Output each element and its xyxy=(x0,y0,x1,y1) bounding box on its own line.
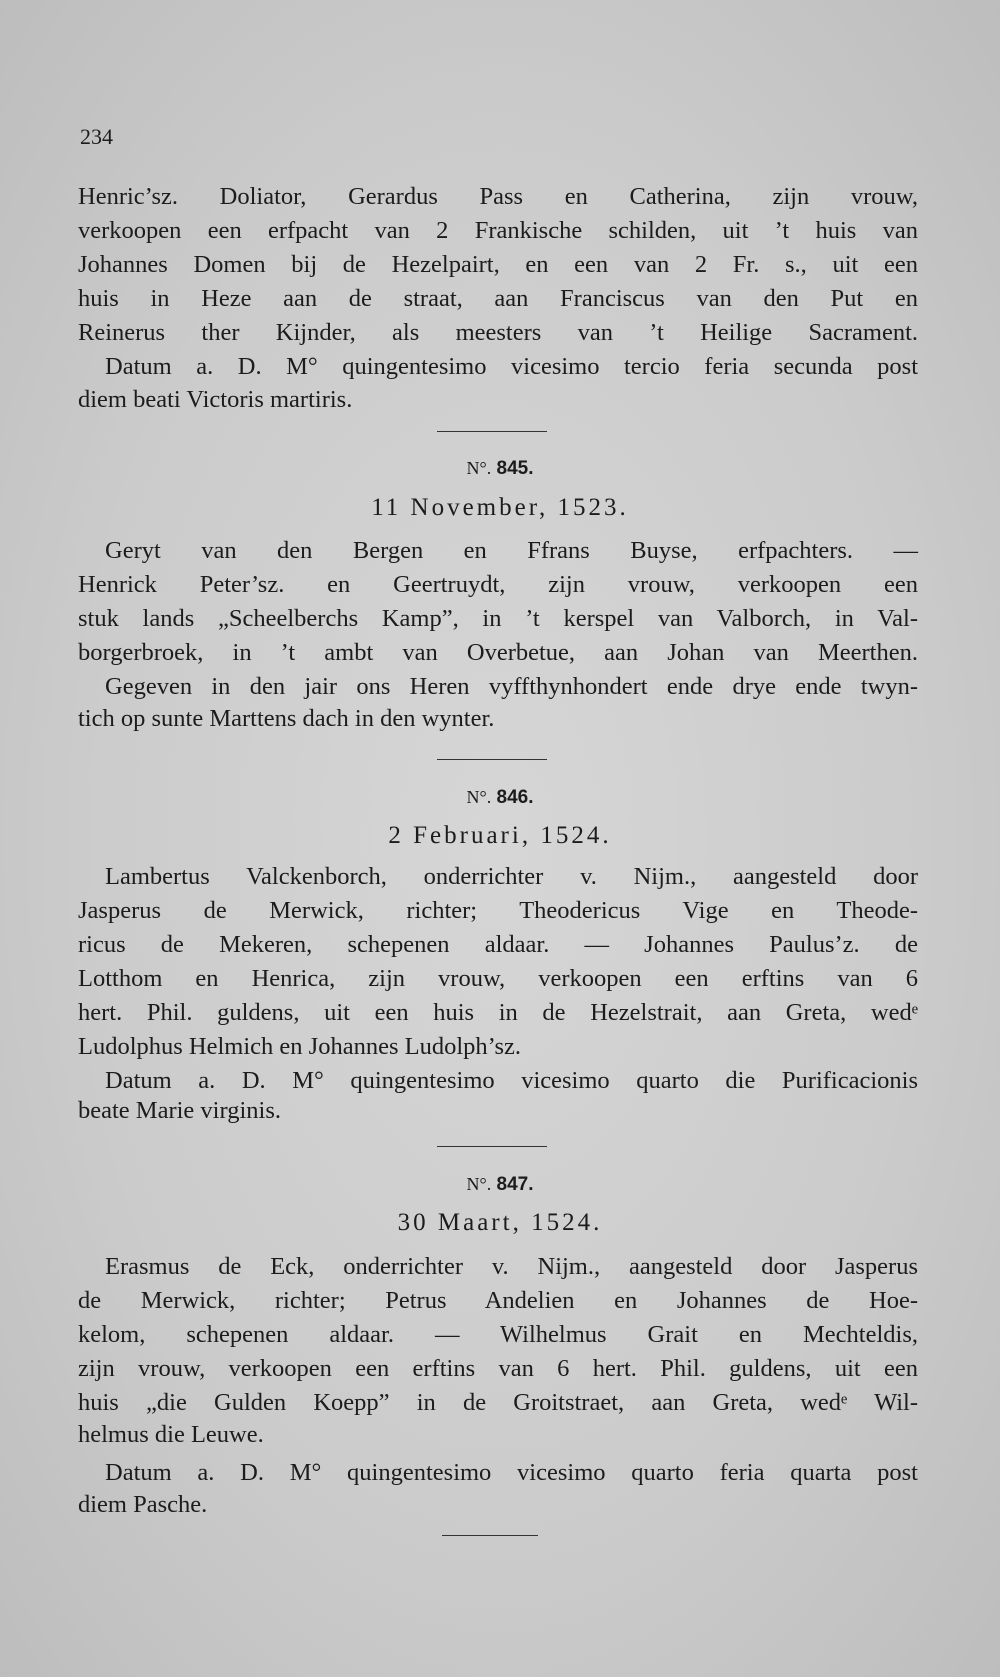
page-number: 234 xyxy=(80,124,113,149)
text-line: Datum a. D. M° quingentesimo vicesimo quarto feria quarta post xyxy=(105,1459,918,1486)
entry-number xyxy=(0,1174,1000,1196)
text-line: kelom, schepenen aldaar. — Wilhelmus Grait en Mechteldis, xyxy=(78,1321,918,1348)
entry-date: 2 Februari, 1524. xyxy=(388,822,612,849)
text-line: Erasmus de Eck, onderrichter v. Nijm., aangesteld door Jasperus xyxy=(105,1253,918,1280)
text-line: Lambertus Valckenborch, onderrichter v. Nijm., aangesteld door xyxy=(105,863,918,890)
text-line: Henrick Peter’sz. en Geertruydt, zijn vrouw, verkoopen een xyxy=(78,571,918,598)
text-line: beate Marie virginis. xyxy=(78,1097,281,1124)
text-line: Henric’sz. Doliator, Gerardus Pass en Catherina, zijn vrouw, xyxy=(78,183,918,210)
text-line: Jasperus de Merwick, richter; Theodericus Vige en Theode- xyxy=(78,897,918,924)
section-divider xyxy=(437,759,547,760)
text-line: Ludolphus Helmich en Johannes Ludolph’sz. xyxy=(78,1033,521,1060)
entry-date: 30 Maart, 1524. xyxy=(397,1209,603,1236)
text-line: verkoopen een erfpacht van 2 Frankische schilden, uit ’t huis van xyxy=(78,217,918,244)
text-line: diem Pasche. xyxy=(78,1491,208,1518)
text-line: borgerbroek, in ’t ambt van Overbetue, aan Johan van Meerthen. xyxy=(78,639,918,666)
entry-number-label: N°. xyxy=(466,458,492,478)
text-line: hert. Phil. guldens, uit een huis in de Hezelstrait, aan Greta, wedᵉ xyxy=(78,999,918,1026)
section-divider xyxy=(437,1146,547,1147)
text-line: Johannes Domen bij de Hezelpairt, en een van 2 Fr. s., uit een xyxy=(78,251,918,278)
text-line: helmus die Leuwe. xyxy=(78,1421,264,1448)
text-line: Lotthom en Henrica, zijn vrouw, verkoopen een erftins van 6 xyxy=(78,965,918,992)
text-line: zijn vrouw, verkoopen een erftins van 6 hert. Phil. guldens, uit een xyxy=(78,1355,918,1382)
text-line: de Merwick, richter; Petrus Andelien en Johannes de Hoe- xyxy=(78,1287,918,1314)
entry-number-value: 846. xyxy=(496,787,534,808)
end-divider xyxy=(442,1535,538,1536)
entry-number xyxy=(0,787,1000,809)
text-line: tich op sunte Marttens dach in den wynter. xyxy=(78,705,495,732)
entry-date: 11 November, 1523. xyxy=(371,494,629,521)
entry-number xyxy=(0,458,1000,480)
text-line: Datum a. D. M° quingentesimo vicesimo tercio feria secunda post xyxy=(105,353,918,380)
text-line: Reinerus ther Kijnder, als meesters van ’t Heilige Sacrament. xyxy=(78,319,918,346)
text-line: diem beati Victoris martiris. xyxy=(78,386,353,413)
text-line: Datum a. D. M° quingentesimo vicesimo quarto die Purificacionis xyxy=(105,1067,918,1094)
text-line: Geryt van den Bergen en Ffrans Buyse, erfpachters. — xyxy=(105,537,918,564)
section-divider xyxy=(437,431,547,432)
entry-number-value: 845. xyxy=(496,458,534,479)
text-line: stuk lands „Scheelberchs Kamp”, in ’t kerspel van Valborch, in Val- xyxy=(78,605,918,632)
entry-number-label: N°. xyxy=(466,1174,492,1194)
text-line: huis in Heze aan de straat, aan Franciscus van den Put en xyxy=(78,285,918,312)
entry-number-value: 847. xyxy=(496,1174,534,1195)
entry-number-label: N°. xyxy=(466,787,492,807)
text-line: Gegeven in den jair ons Heren vyffthynhondert ende drye ende twyn- xyxy=(105,673,918,700)
text-line: huis „die Gulden Koepp” in de Groitstraet, aan Greta, wedᵉ Wil- xyxy=(78,1389,918,1416)
text-line: ricus de Mekeren, schepenen aldaar. — Johannes Paulus’z. de xyxy=(78,931,918,958)
